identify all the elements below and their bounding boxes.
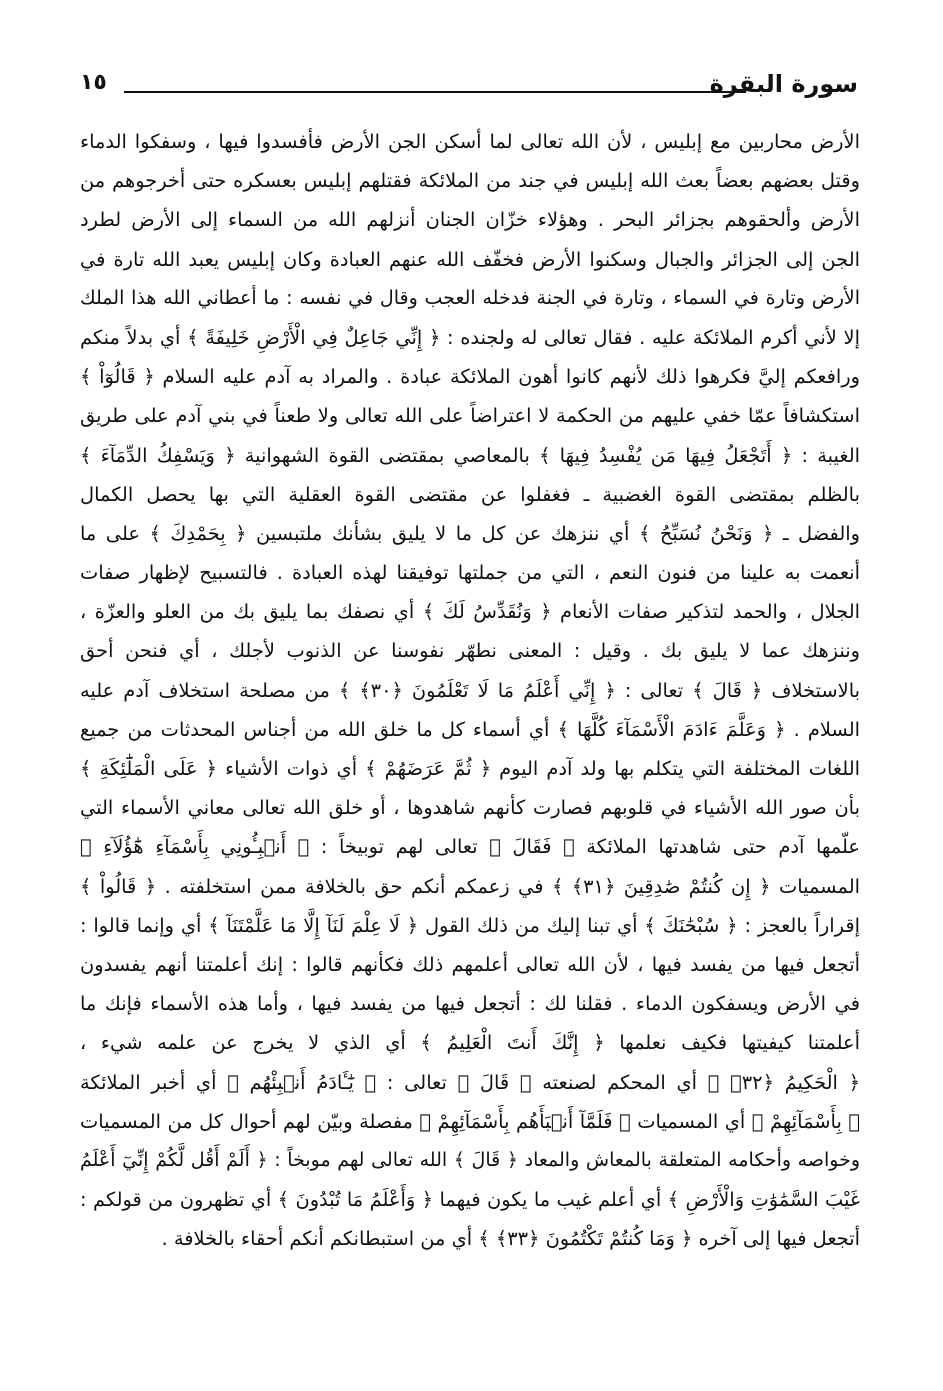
- header-rule: [124, 91, 746, 93]
- text-line: ﴿ بِأَسْمَآئِهِمْ ﴾ أي المسميات ﴿ فَلَمَّآ أَنۢبَأَهُم بِأَسْمَآئِهِمْ ﴾ مفصلة وبيّن لهم أحوال كل من المسميات: [80, 1109, 860, 1133]
- text-line: الجلال ، والحمد لتذكير صفات الأنعام ﴿ وَنُقَدِّسُ لَكَ ﴾ أي نصفك بما يليق بك من العلو والعزّة ،: [80, 600, 860, 624]
- text-line: اللغات المختلفة التي يتكلم بها ولد آدم اليوم ﴿ ثُمَّ عَرَضَهُمْ ﴾ أي ذوات الأشياء ﴿ عَلَى الْمَلَٰٓئِكَةِ ﴾: [80, 757, 860, 780]
- text-line: وقتل بعضهم بعضاً بعث الله إبليس في جند من الملائكة فقتلهم إبليس بعسكره حتى أخرجوهم من: [80, 169, 860, 193]
- text-line: الغيبة : ﴿ أَتَجْعَلُ فِيهَا مَن يُفْسِدُ فِيهَا ﴾ بالمعاصي بمقتضى القوة الشهوانية ﴿ وَيَسْفِكُ الدِّمَآءَ ﴾: [80, 443, 860, 467]
- text-line: أعلمتنا كيفيتها فكيف نعلمها ﴿ إِنَّكَ أَنتَ الْعَلِيمُ ﴾ أي الذي لا يخرج عن علمه شيء ،: [80, 1031, 860, 1055]
- text-line: السلام . ﴿ وَعَلَّمَ ءَادَمَ الْأَسْمَآءَ كُلَّهَا ﴾ أي أسماء كل ما خلق الله من أجناس المحدثات من جميع: [80, 717, 860, 741]
- body-text: [80, 122, 860, 1258]
- text-line: بالاستخلاف ﴿ قَالَ ﴾ تعالى : ﴿ إِنِّي أَعْلَمُ مَا لَا تَعْلَمُونَ ﴿٣٠﴾ ﴾ من مصلحة استخلاف آدم عليه: [80, 678, 860, 702]
- text-line: أتجعل فيها إلى آخره ﴿ وَمَا كُنتُمْ تَكْتُمُونَ ﴿٣٣﴾ ﴾ أي من استبطانكم أنكم أحقاء بالخلافة .: [161, 1227, 860, 1251]
- text-line: استكشافاً عمّا خفي عليهم من الحكمة لا اعتراضاً على الله تعالى ولا طعناً في بني آدم على طريق: [80, 404, 860, 428]
- text-line: وننزهك عما لا يليق بك . وقيل : المعنى نطهّر نفوسنا عن الذنوب لأجلك ، أي فنحن أحق: [80, 639, 860, 663]
- page-header: [80, 64, 858, 104]
- text-line: بالظلم بمقتضى القوة الغضبية ـ فغفلوا عن مقتضى القوة العقلية التي بها يحصل الكمال: [80, 482, 860, 506]
- text-line: ورافعكم إليَّ فكرهوا ذلك لأنهم كانوا أهون الملائكة عبادة . والمراد به آدم عليه السلام ﴿ قَالُوٓاْ ﴾: [80, 365, 860, 389]
- text-line: الأرض محاربين مع إبليس ، لأن الله تعالى لما أسكن الجن الأرض فأفسدوا فيها ، وسفكوا الدماء: [80, 130, 860, 153]
- text-line: المسميات ﴿ إِن كُنتُمْ صَٰدِقِينَ ﴿٣١﴾ ﴾ في زعمكم أنكم حق بالخلافة ممن استخلفته . ﴿ قَالُواْ ﴾: [80, 874, 860, 898]
- text-line: الأرض وألحقوهم بجزائر البحر . وهؤلاء خزّان الجنان أنزلهم الله من السماء إلى الأرض لطرد: [80, 208, 860, 232]
- text-line: إقراراً بالعجز : ﴿ سُبْحَٰنَكَ ﴾ أي تبنا إليك من ذلك القول ﴿ لَا عِلْمَ لَنَآ إِلَّا مَا عَلَّمْتَنَآ ﴾ أي وإنما قالوا :: [80, 913, 860, 937]
- text-line: علّمها آدم حتى شاهدتها الملائكة ﴿ فَقَالَ ﴾ تعالى لهم توبيخاً : ﴿ أَنۢبِـُٔونِي بِأَسْمَآءِ هَٰٓؤُلَآءِ ﴾: [80, 835, 860, 859]
- text-line: إلا لأني أكرم الملائكة عليه . فقال تعالى له ولجنده : ﴿ إِنِّي جَاعِلٌ فِي الْأَرْضِ خَلِيفَةً ﴾ أي بدلاً منكم: [80, 325, 860, 349]
- text-line: والفضل ـ ﴿ وَنَحْنُ نُسَبِّحُ ﴾ أي ننزهك عن كل ما لا يليق بشأنك ملتبسين ﴿ بِحَمْدِكَ ﴾ على ما: [80, 521, 860, 545]
- text-line: بأن صور الله الأشياء في قلوبهم فصارت كأنهم شاهدوها ، أو خلق الله تعالى معاني الأسماء التي: [80, 796, 860, 820]
- text-line: الجن إلى الجزائر والجبال وسكنوا الأرض فخفّف الله عنهم العبادة وكان إبليس يعبد الله تارة في: [80, 247, 860, 271]
- text-line: غَيْبَ السَّمَٰوَٰتِ وَالْأَرْضِ ﴾ أي أعلم غيب ما يكون فيهما ﴿ وَأَعْلَمُ مَا تُبْدُونَ ﴾ أي تظهرون من قولكم :: [80, 1188, 860, 1212]
- text-line: ﴿ الْحَكِيمُ ﴿٣٢﴾ ﴾ أي المحكم لصنعته ﴿ قَالَ ﴾ تعالى : ﴿ يَٰٓـَٔادَمُ أَنۢبِئْهُم ﴾ أي أخبر الملائكة: [80, 1070, 860, 1094]
- surah-title: سورة البقرة: [709, 70, 858, 98]
- text-line: الأرض وتارة في السماء ، وتارة في الجنة فدخله العجب وقال في نفسه : ما أعطاني الله هذا الملك: [80, 286, 860, 309]
- text-line: في الأرض ويسفكون الدماء . فقلنا لك : أتجعل فيها من يفسد فيها ، وأما هذه الأسماء فإنك ما: [80, 992, 860, 1016]
- text-line: أتجعل فيها من يفسد فيها ، لأن الله تعالى أعلمهم ذلك فكأنهم قالوا : إنك أعلمتنا أنهم يفسدون: [80, 952, 860, 976]
- page-number: ١٥: [80, 70, 107, 95]
- text-line: أنعمت به علينا من فنون النعم ، التي من جملتها توفيقنا لهذه العبادة . فالتسبيح لإظهار صفات: [80, 561, 860, 585]
- text-line: وخواصه وأحكامه المتعلقة بالمعاش والمعاد ﴿ قَالَ ﴾ الله تعالى لهم موبخاً : ﴿ أَلَمْ أَقُل لَّكُمْ إِنِّيٓ أَعْلَمُ: [80, 1148, 860, 1171]
